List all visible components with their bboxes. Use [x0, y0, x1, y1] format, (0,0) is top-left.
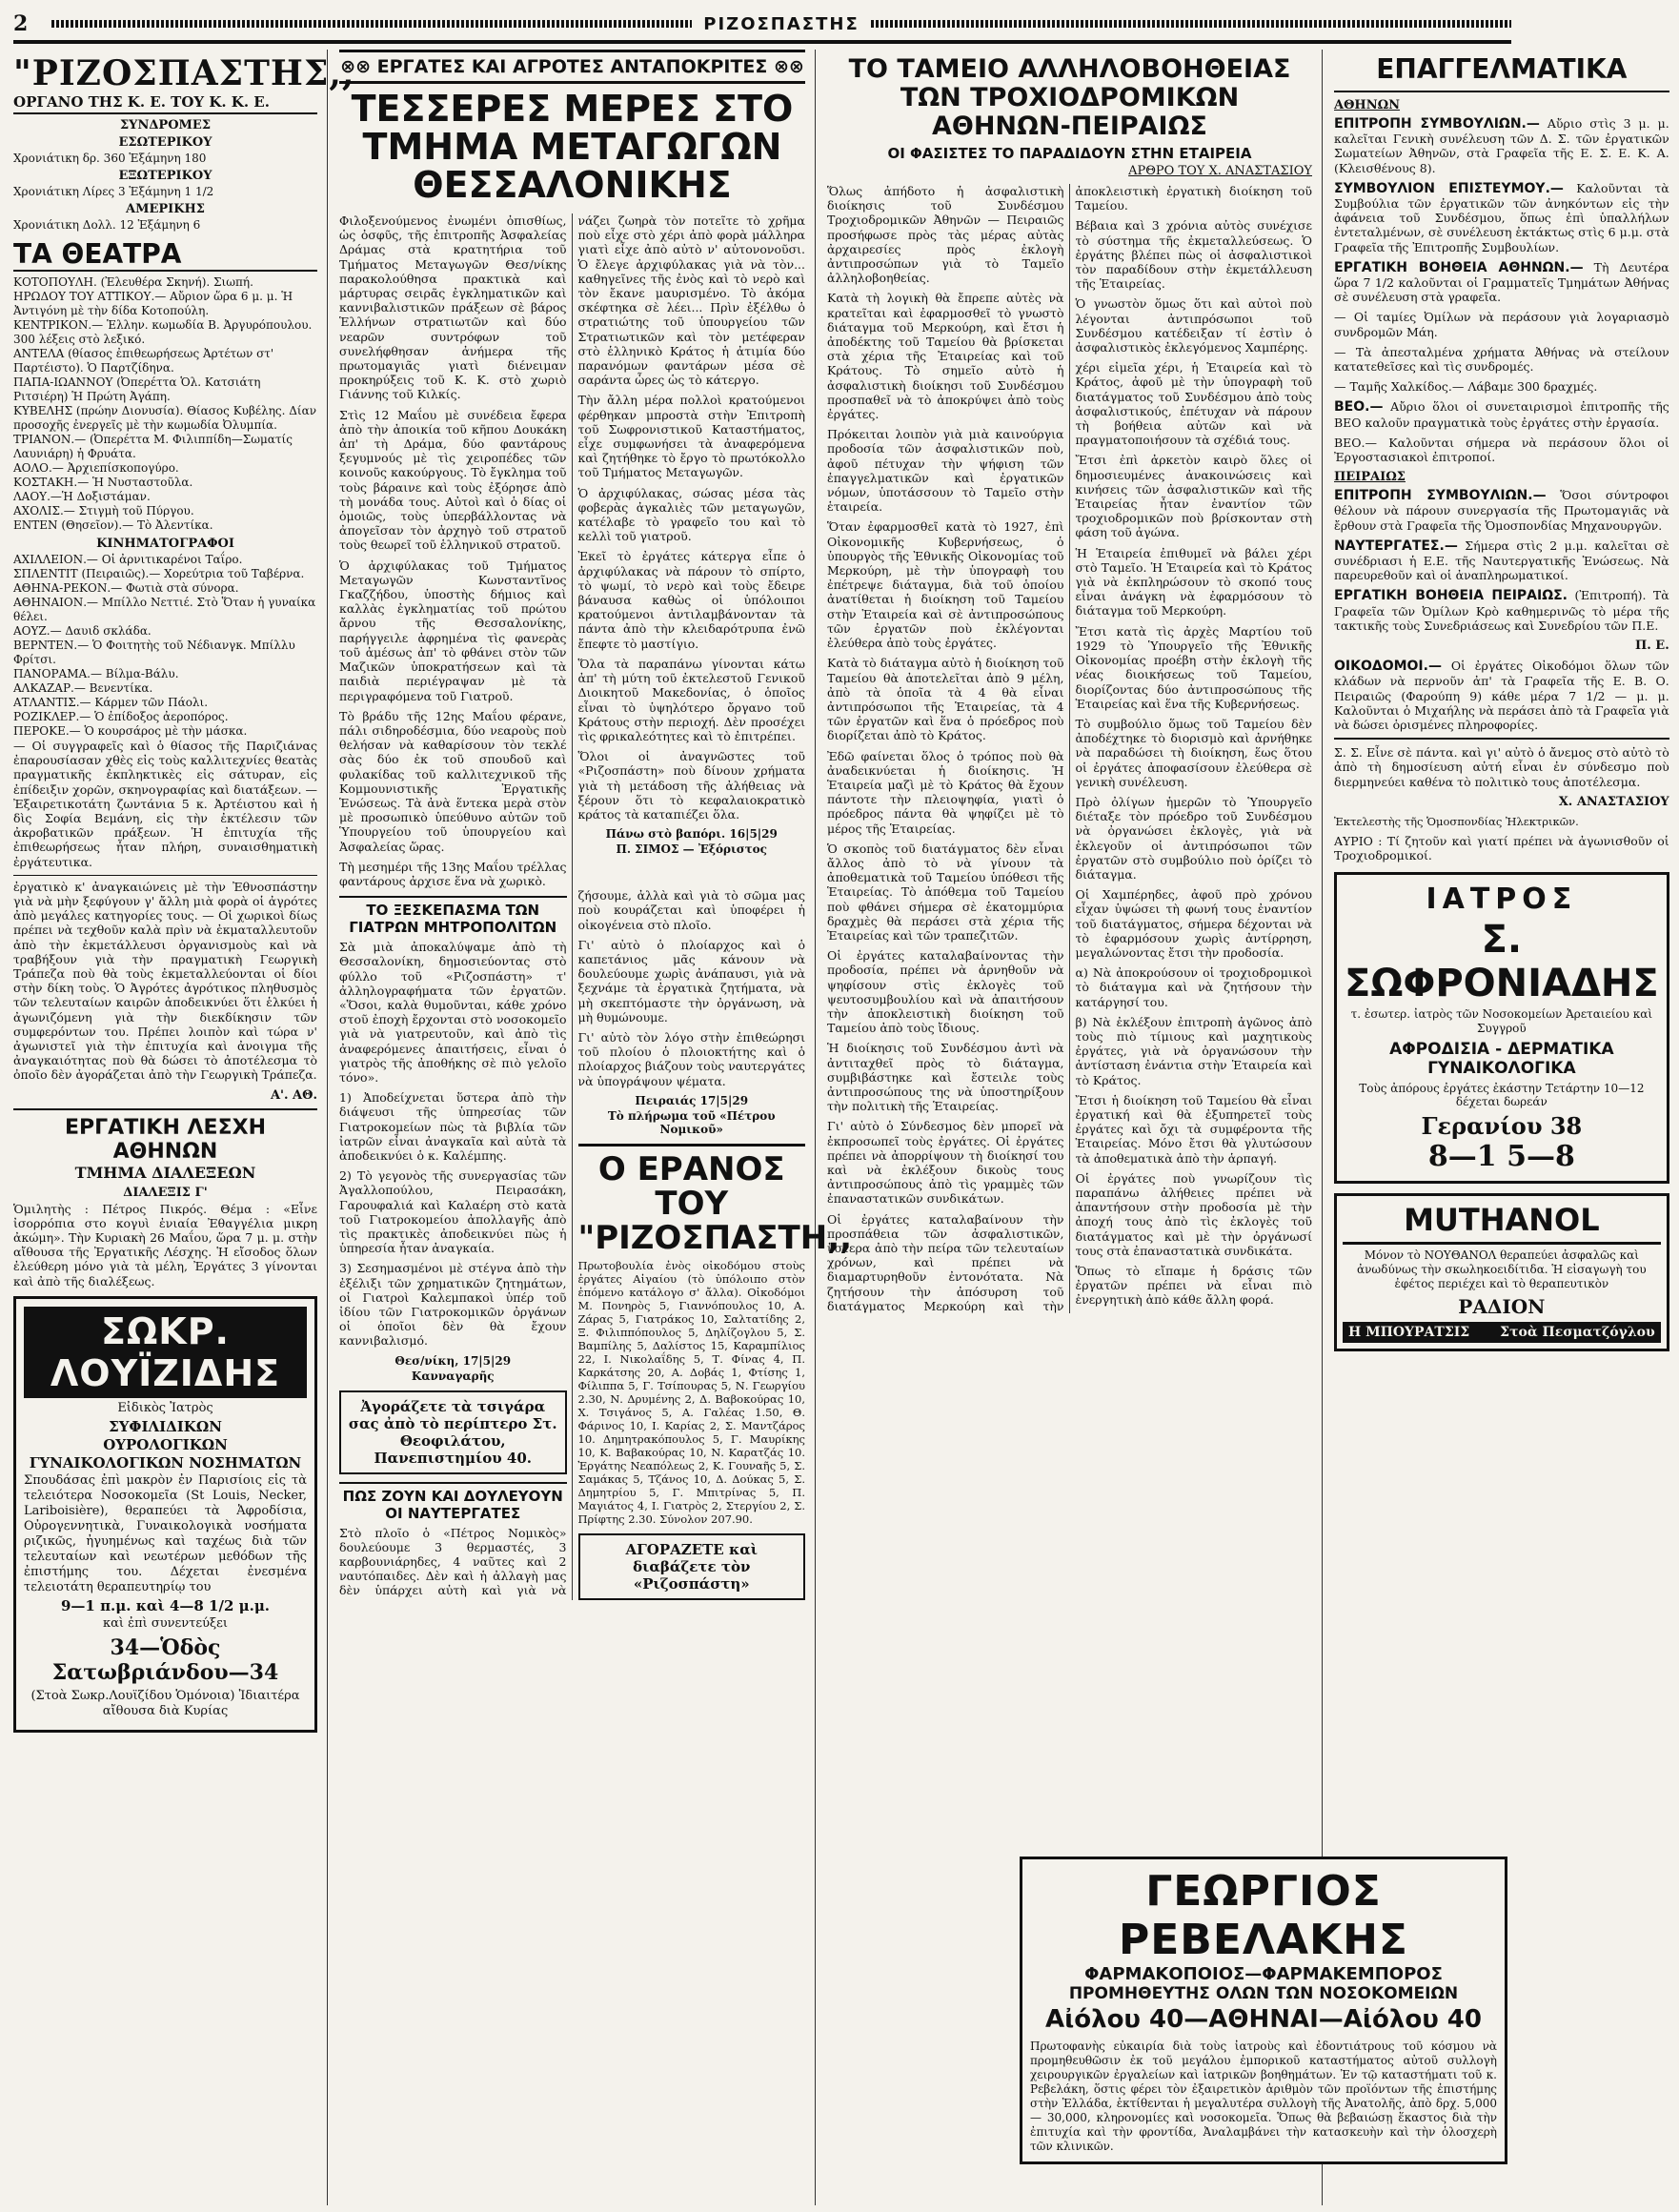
theatre-listing: ΚΟΣΤΑΚΗ.— Ἡ Νυσταστοῦλα.: [13, 476, 193, 489]
masthead-bar: [13, 8, 1511, 44]
theatre-listing: ΚΟΤΟΠΟΥΛΗ. (Ἐλευθέρα Σκηνή). Σιωπή.: [13, 275, 253, 289]
notice-head: ΕΠΙΤΡΟΠΗ ΣΥΜΒΟΥΛΙΩΝ.—: [1334, 116, 1540, 132]
article-paragraph: Ὁ ἀρχιφύλακας τοῦ Τμήματος Μεταγωγῶν Κωνσταντῖνος Γκαζζήδου, ὑποστὴς δήμιος καὶ καλλὰς ἐγκληματίας τοῦ πρώτου ἄρνου τῆς Θεσσαλονίκης, παρήγγειλε ἀφρημένα τὶς φανερὰς τοῦ ἀμέσως ἀπ' τὸ φθάνει στὸν τῶν Μαζικῶν ὑποκρατήσεων καὶ τὰ παιδιὰ περιέγραψαν μὲ τὰ περιγραφόμενα τοῦ Γιατροῦ.: [339, 558, 567, 703]
theatre-listing: ΛΑΟΥ.—Ἡ Δοξιστάμαν.: [13, 490, 151, 503]
ad-louizidis-address2: (Στοὰ Σωκρ.Λουϊζίδου Ὁμόνοια) Ἰδιαιτέρα αἴθουσα διὰ Κυρίας: [30, 1688, 300, 1718]
doctors-signature: Κανναγαρῆς: [411, 1369, 495, 1383]
cinema-listing: ΣΠΛΕΝΤΙΤ (Πειραιῶς).— Χορεύτρια τοῦ Ταβέρνα.: [13, 567, 305, 580]
divider: [1334, 91, 1669, 92]
fund-paragraph: Ἐδῶ φαίνεται ὅλος ὁ τρόπος ποὺ θὰ ἀναδεικνύεται ἡ διοίκησις. Ἡ Ἑταιρεία μαζὶ μὲ τὸ Κράτος θὰ ἔχουν πάντοτε τὴν πλειοψηφία, γιατὶ ὁ πρόεδρος πάντα θὰ ψηφίζει μὲ τὸ μέρος τῆς Ἑταιρείας.: [827, 748, 1064, 836]
athens-label: ΑΘΗΝΩΝ: [1334, 98, 1401, 112]
fundraiser-list: Πρωτοβουλία ἐνὸς οἰκοδόμου στοὺς ἐργάτες Αἰγαίου (τὸ ὑπόλοιπο στὸν ἐπόμενο κατάλογο σ' ἄλλα). Οἰκοδόμοι Μ. Πονηρὸς 5, Γιαννόπουλος 10, Α. Ζάρας 5, Γιατράκος 10, Σαλτατίδης 2, Ξ. Φιλιππόπουλος 5, Δηλίζογλου 5, Σ. Βαμπίλης 5, Δαλίστος 15, Καραμπίλιος 22, I. Νικολαΐδης 5, Τ. Φίνας 4, Π. Καρκάτσης 20, Α. Δοβάς 1, Φτίσης 1, Φίλιππα 5, Γ. Τσίπουρας 5, Ν. Γεωργίου 2.30, Ν. Δρυμένης 2, Δ. Βαβοκούρας 10, Χ. Τσιγάνος 5, Α. Γαλέας 1.50, Θ. Φάρινος 10, Ι. Καρίας 2, Σ. Μαντζάρος 10. Δημητρακόπουλος 5, Γ. Μαυρίκης 10, Κ. Βαβακούρας 10, Ν. Καρατζάς 10. Ἐργάτης Νεαπόλεως 2, Κ. Γουναῆς 5, Σ. Σαμάκας 5, Τζάνος 10, Δ. Δούκας 5, Σ. Δημητρίου 5, Γ. Μπιτρίνας 5, Π. Μαγιάτος 4, Ι. Γιατρὸς 2, Στεργίου 2, Σ. Πρίφτης 2.30. Σύνολον 207.90.: [577, 1258, 805, 1526]
doctors-paragraph: 3) Σεσημασμένοι μὲ στέγνα ἀπὸ τὴν ἐξέλιξι τῶν χρηματικῶν ζητημάτων, οἱ Γιατροὶ Καλεμπακοὶ ὑπέρ τοῦ ἰδίου τῶν Γιατροκομικῶν ὀργάνων οἱ ὁποῖοι δὲν θὰ ἔχουν καννιβαλισμό.: [339, 1261, 567, 1349]
fund-paragraph: Οἱ ἐργάτες καταλαβαίνουν τὴν προσπάθεια τῶν ἀσφαλιστικῶν, ὕστερα ἀπὸ τὴν πείρα τῶν τελευταίων χρόνων, καὶ πρέπει νὰ διαμαρτυρηθοῦν ἐντονότατα. Νὰ ζητήσουν τὴν ἀπόσυρση τοῦ διατάγματος Μερκούρη καὶ τὴν ἀποκλειστικὴ ἐργατικὴ διοίκηση τοῦ Ταμείου.: [827, 184, 1312, 1313]
doctors-paragraph: 2) Τὸ γεγονὸς τῆς συνεργασίας τῶν Ἀγαλλοπούλου, Πειρασάκη, Γαρουφαλιά καὶ Καλαέρη στὸ κατὰ τοῦ Γιατροκομείου ἀπολλαγῆς ἀπὸ τὶς πρακτικὲς ἀποδεικνύει πὼς ἡ ὑπηρεσία ἦταν ἀναγκαία.: [339, 1168, 567, 1256]
notice-text: Καλοῦνται τὰ Συμβούλια τῶν ἐργατικῶν τῶν ἀνηκόντων εἰς τὴν ἀφάνεια τοῦ Συνδέσμου, ὅπως ἐπὶ ὑπαλλήλων ἐντεταλμένων, σὲ συνέλευση ἐκτάκτως στὶς 6 μ.μ. στὰ Γραφεῖα τῆς Ἐπιτροπῆς Συμβουλίων.: [1334, 180, 1669, 254]
ad-louizidis-text: Σπουδάσας ἐπὶ μακρὸν ἐν Παρισίοις εἰς τὰ τελειότερα Νοσοκομεῖα (St Louis, Necker, Lariboisière), θεραπεύει τὰ Ἀφροδίσια, Οὐρογεννητικὰ, Γυναικολογικὰ νοσήματα ριζικῶς, ἠγυημένως καὶ ταχέως διὰ τῶν τελευταίων καὶ νεωτέρων μεθόδων τῆς ἐπιστήμης του. Δέχεται ἐνεσμένα τελειοτάτη θεραπευτηρίῳ του: [24, 1472, 307, 1594]
fund-paragraph: χέρι εἰμεῖα χέρι, ἡ Ἑταιρεία καὶ τὸ Κράτος, ἀφοῦ μὲ τὴν ὑπογραφὴ τοῦ διατάγματος τοῦ Συνδέσμου ἀπὸ τοὺς ἀσφαλιστικούς, ἐπέτυχαν νὰ πάρουν τὴ βοήθεια αὐτῶν καὶ νὰ πραγματοποιήσουν τὰ σχέδιά τους.: [1075, 360, 1312, 448]
notice-head: ΕΠΙΤΡΟΠΗ ΣΥΜΒΟΥΛΙΩΝ.—: [1334, 488, 1547, 504]
domestic-title: ΕΣΩΤΕΡΙΚΟΥ: [118, 135, 212, 150]
fund-paragraph: Ἔτσι ἡ διοίκηση τοῦ Ταμείου θὰ εἶναι ἐργατική καὶ θὰ ἐξυπηρετεῖ τοὺς ἐργάτες καὶ ὄχι τὰ συμφέροντα τῆς Ἑταιρείας. Μόνο ἔτσι θὰ γλυτώσουν τὰ ἀποθεματικὰ ἀπὸ τὴν ἁρπαγή.: [1075, 1092, 1312, 1166]
ad-muthanol-seller: Η ΜΠΟΥΡΑΤΣΙΣ: [1348, 1325, 1470, 1341]
seamen-paragraph: Γι' αὐτὸ τὸν λόγο στὴν ἐπιθεώρησι τοῦ πλοίου ὁ πλοιοκτήτης καὶ ὁ πλοίαρχος βιάζουν τοὺς ναυτεργάτες νὰ ὑπογράψουν ψέματα.: [577, 1029, 805, 1088]
article-paragraph: Τὸ βράδυ τῆς 12ης Μαΐου φέρανε, πάλι σιδηροδέσμια, δύο νεαροὺς ποὺ θελήσαν νὰ καθαρίσουν τὸν τεκλέ σὰς δύο ἐκ τοῦ σπουδοῦ καὶ φυλακίδας τοῦ καλλιτεχνικοῦ τῆς Κομμουνιστικῆς Ἐργατικῆς Ἑνώσεως. Τὰ ἀνὰ ἕντεκα μερὰ στὸν μὲ προσωπικὸ ὑπεύθυνο αὐτῶν τοῦ Ὑπουργείου τοῦ ὑπουργείου καὶ Ἀσφαλείας ὥρας.: [339, 708, 567, 854]
cinema-listing: ΑΧΙΛΛΕΙΟΝ.— Οἱ ἀρνιτικαρένοι Ταΐρο.: [13, 553, 243, 566]
article-paragraph: Τὴν ἄλλη μέρα πολλοὶ κρατούμενοι φέρθηκαν μπροστὰ στὴν Ἐπιτροπὴ τοῦ Σωφρονιστικοῦ Καταστήματος, εἶχε συμφωνήσει τὰ ἀναφερόμενα καὶ ζητήθηκε τὸ ἔργο τὸ πρωτόκολλο τοῦ Τμήματος Μεταγωγῶν.: [577, 393, 805, 480]
doctors-place: Θεσ/νίκη, 17|5|29: [394, 1353, 512, 1368]
ad-muthanol: [1334, 1193, 1669, 1351]
subscriptions-title: ΣΥΝΔΡΟΜΕΣ: [119, 118, 212, 132]
masthead-rule-left: [51, 20, 692, 28]
article-paragraph: Ἐκεῖ τὸ ἐργάτες κάτεργα εἶπε ὁ ἀρχιφύλακας νὰ πάρουν τὸ σπίρτο, τὸ ψωμί, τὸ νερὸ καὶ τοὺς ἔδειρε βάναυσα καθὼς οἱ ὑπόλοιποι κρατούμενοι ἀντιλαμβάνονταν τὰ πάντα ἀπὸ τὴν κλειδαρότρυπα ἐνῶ ἔπεφτε τὸ μαστίγιο.: [577, 549, 805, 651]
ad-muthanol-text: Μόνον τὸ ΝΟΥΘΑΝΟΛ θεραπεύει ἀσφαλῶς καὶ ἀνωδύνως τὴν σκωληκοειδίτιδα. Ἡ εἰσαγωγὴ του ἐφέτος περιέχει καὶ τὸ θεραπευτικὸν: [1357, 1248, 1647, 1291]
fund-paragraph: Ὅλως ἀπήδοτο ἡ ἀσφαλιστικὴ διοίκησις τοῦ Συνδέσμου Τροχιοδρομικῶν Ἀθηνῶν — Πειραιῶς προσήφωσε πρὸς τὰς μέρας αὐτὰς ἀρχαιρεσίες πρὸς ἐκλογὴ ἀντιπροσώπων γιὰ τὸ Ταμεῖο ἀλληλοβοηθείας.: [827, 184, 1064, 286]
cinema-listing: ΑΘΗΝΑΙΟΝ.— Μπίλλο Νεττιέ. Στὸ Ὅταν ἡ γυναίκα θέλει.: [13, 596, 316, 623]
cinema-listing: ΑΟΥΖ.— Δαυιδ σκλάδα.: [13, 624, 152, 638]
column-1: [13, 50, 355, 2205]
notice-head: ΟΙΚΟΔΟΜΟΙ.—: [1334, 659, 1442, 675]
theatre-listing: ΑΟΛΟ.— Ἀρχιεπίσκοπογύρο.: [13, 461, 179, 475]
ad-sofroniadis: [1334, 872, 1669, 1184]
notice-text: — Οἱ ταμίες Ὀμίλων νὰ περάσουν γιὰ λογαριασμὸ συνδρομῶν Μάη.: [1334, 310, 1669, 339]
fund-paragraph: Πρόκειται λοιπὸν γιὰ μιὰ καινούργια προδοσία τῶν ἀσφαλιστικῶν ποὺ, ἀφοῦ πέτυχαν τὴν ψήφιση τῶν ἐπαγγελματικῶν καὶ ἐργατικῶν νόμων, ὑποτάσσουν τὸ Ταμεῖο στὴν ἑταιρεία.: [827, 427, 1064, 515]
ad-muthanol-radio: ΡΑΔΙΟΝ: [1458, 1295, 1546, 1319]
article-paragraph: νάζει ζωηρὰ τὸν ποτεῖτε τὸ χρῆμα ποὺ εἶχε στὸ χέρι ἀπὸ φορὰ μάλληρα γιατὶ εἶχε ἀπὸ αὐτὸ ν' αὐτονονοῦσι. Ὁ ἔλεγε ἀρχιφύλακας γιὰ νὰ τὸν... καθηγεῖνες τῆς ἐνὸς καὶ τὸ νερὸ καὶ τὸν ἔκανε μαυρισμένο. Τὸ ἀκόμα σκέφτηκα σὲ λέει... Πρὶν ἐξέλθω ὁ στρατιώτης τοῦ ὑπουργείου τῶν Στρατιωτικῶν καὶ τὸν μετέφεραν στὸ ἑλληνικὸ Κράτος ἡ ἀτιμία δύο παρανόμων φαντάρων μέσα σὲ σαράντα ὧρες ὡς τὸ κάτεργο.: [577, 213, 805, 388]
theatre-listing: ΕΝΤΕΝ (Θησεῖον).— Τὸ Ἀλεντίκα.: [13, 518, 213, 532]
ad-sofroniadis-free: Τοὺς ἀπόρους ἐργάτες ἐκάστην Τετάρτην 10—12 δέχεται δωρεάν: [1359, 1082, 1645, 1109]
seamen-place: Πειραιάς 17|5|29: [635, 1093, 749, 1107]
ad-louizidis-hours2: καὶ ἐπὶ συνεντεύξει: [102, 1615, 229, 1631]
ad-revelakis-profession: ΦΑΡΜΑΚΟΠΟΙΟΣ—ΦΑΡΜΑΚΕΜΠΟΡΟΣ: [1084, 1964, 1443, 1984]
fund-paragraph: Κατὰ τὸ διάταγμα αὐτὸ ἡ διοίκηση τοῦ Ταμείου θὰ ἀποτελεῖται ἀπὸ 9 μέλη, ἀπὸ τὰ ὁποῖα τὰ 4 θὰ εἶναι ἀντιπρόσωποι τῆς Ἑταιρείας, τὰ 4 τῶν ἐργατῶν καὶ ἕνα ὁ πρόεδρος ποὺ διορίζεται ἀπὸ τὸ Κράτος.: [827, 656, 1064, 743]
ad-muthanol-brand: MUTHANOL: [1343, 1202, 1661, 1245]
ad-louizidis-hours: 9—1 π.μ. καὶ 4—8 1/2 μ.μ.: [60, 1596, 271, 1614]
ad-sofroniadis-hours: 8—1 5—8: [1427, 1140, 1575, 1174]
fund-paragraph: Ὅπως τὸ εἴπαμε ἡ δράσις τῶν ἐργατῶν πρέπει νὰ εἶναι πιὸ ἐνεργητικὴ ἀπὸ κάθε ἄλλη φορά.: [1075, 1264, 1312, 1308]
fund-headline: ΤΟ ΤΑΜΕΙΟ ΑΛΛΗΛΟΒΟΗΘΕΙΑΣ ΤΩΝ ΤΡΟΧΙΟΔΡΟΜΙΚΩΝ ΑΘΗΝΩΝ-ΠΕΙΡΑΙΩΣ: [848, 54, 1291, 141]
author-role: Ἐκτελεστὴς τῆς Ὁμοσπονδίας Ἠλεκτρικῶν.: [1334, 814, 1579, 828]
notice-text: Ὅσοι σύντροφοι θέλουν νὰ πάρουν συνεργασία τῆς Πρωτομαγιᾶς νὰ ἔρθουν στὰ Γραφεῖα τῆς Ὁμοσπονδίας Μηχανουργῶν.: [1334, 488, 1669, 533]
article-paragraph: Στὶς 12 Μαΐου μὲ συνέδεια ἔφερα ἀπὸ τὴν ἀποικία τοῦ κῆπου Δουκάκη ἀπ' τὴ Δράμα, δύο φαντάρους ξεγυμνούς μὲ τὶς χειροπέδες τῶν κοινοῦς κακούργους. Τὸ ἔγκλημα τοῦ τοὺς βάραινε καὶ τοὺς ἐξόρησε ἀπὸ τὴ μονάδα τους. Αὐτοὶ καὶ ὁ δίας οἱ ὁμοιῶς, τοὺς ὑπερβάλλοντας νὰ ἀπογεῖσαν τὸν ἀρχηγὸ τοῦ στρατοῦ τοὺς θεωρεῖ τοῦ ἑλληνικοῦ στρατοῦ.: [339, 407, 567, 553]
fund-paragraph: α) Νὰ ἀποκρούσουν οἱ τροχιοδρομικοὶ τὸ διάταγμα καὶ νὰ ζητήσουν τὴν κατάργησί του.: [1075, 965, 1312, 1009]
cinema-listing: ΠΕΡΟΚΕ.— Ὁ κουρσάρος μὲ τὴν μάσκα.: [13, 724, 248, 738]
lecture-text: Ὁμιλητὴς : Πέτρος Πικρός. Θέμα : «Εἶνε ἰσορρόπια στο κογυὶ ἐνιαία Ἐθαγγέλια μικρη ἀκώμη». Τὴν Κυριακὴ 26 Μαΐου, ὥρα 7 μ. μ. στὴν αἴθουσα τῆς Ἐργατικῆς Λέσχης. Ἡ εἴσοδος ὅλων ἐλεύθερη μόνο γιὰ τὰ μέλη, Ἐργάτες 3 γίνονται καὶ ἀπὸ τῆς διαλέξεως.: [13, 1201, 317, 1289]
notice-text: — Ταμῆς Χαλκίδος.— Λάβαμε 300 δραχμές.: [1334, 379, 1598, 395]
divider: [1334, 738, 1669, 740]
correspondents-banner: ⊗⊗ ΕΡΓΑΤΕΣ ΚΑΙ ΑΓΡΟΤΕΣ ΑΝΤΑΠΟΚΡΙΤΕΣ ⊗⊗: [339, 50, 805, 84]
fund-paragraph: Τὸ συμβούλιο ὅμως τοῦ Ταμείου δὲν ἀποδέχτηκε τὸ διορισμὸ καὶ ἀρνήθηκε νὰ παραδώσει τὴ διοίκηση, ἕως ὅτου οἱ ἐργάτες ἀποφασίσουν ἐλεύθερα σὲ γενικὴ συνέλευση.: [1075, 716, 1312, 789]
divider: [13, 1108, 317, 1110]
article-place: Πάνω στὸ βαπόρι. 16|5|29: [605, 827, 778, 842]
tomorrow-note: ΑΥΡΙΟ : Τί ζητοῦν καὶ γιατί πρέπει νὰ ἀγωνισθοῦν οἱ Τροχιοδρομικοί.: [1334, 833, 1669, 862]
seamen-signature: Τὸ πλήρωμα τοῦ «Πέτρου Νομικοῦ»: [607, 1108, 776, 1136]
fund-paragraph: Οἱ ἐργάτες καταλαβαίνοντας τὴν προδοσία, πρέπει νὰ ἀρνηθοῦν νὰ ψηφίσουν στὶς ἐκλογὲς τοῦ ψευτοσυμβουλίου καὶ νὰ ἀπαιτήσουν τὴν ἀποκλειστικὴ διοίκηση τοῦ Ταμείου ἀπὸ τοὺς ἴδιους.: [827, 948, 1064, 1036]
article-paragraph: Τὴ μεσημέρι τῆς 13ης Μαΐου τρέλλας φαντάρους ἀρχισε ἕνα νὰ χωρικὸ.: [339, 859, 567, 888]
farmers-article-signature: Α'. ΑΘ.: [270, 1087, 317, 1103]
paper-organ: ΟΡΓΑΝΟ ΤΗΣ Κ. Ε. ΤΟΥ Κ. Κ. Ε.: [13, 93, 317, 114]
notice-head: ΕΡΓΑΤΙΚΗ ΒΟΗΘΕΙΑ ΑΘΗΝΩΝ.—: [1334, 259, 1584, 275]
seamen-section-title: ΠΩΣ ΖΟΥΝ ΚΑΙ ΔΟΥΛΕΥΟΥΝ ΟΙ ΝΑΥΤΕΡΓΑΤΕΣ: [339, 1482, 567, 1522]
ad-sofroniadis-address: Γερανίου 38: [1421, 1112, 1583, 1141]
america-title: ΑΜΕΡΙΚΗΣ: [125, 202, 205, 216]
sub-private: Χρονιάτικη δρ. 360 Ἑξάμηνη 180: [13, 152, 207, 165]
lecture-title: ΔΙΑΛΕΞΙΣ Γ': [123, 1185, 208, 1200]
fund-paragraph: Πρὸ ὀλίγων ἡμερῶν τὸ Ὑπουργεῖο διέταξε τὸν πρόεδρο τοῦ Συνδέσμου νὰ ὀργανώσει ἐκλογὲς, γιὰ νὰ ἐκλεγοῦν οἱ ἀντιπρόσωποι τῶν ἐργατῶν στὸ συμβούλιο ποὺ ὁρίζει τὸ διάταγμα.: [1075, 794, 1312, 882]
fund-paragraph: Ὅταν ἐφαρμοσθεῖ κατὰ τὸ 1927, ἐπὶ Οἰκονομικῆς Κυβερνήσεως, ὁ ὑπουργὸς τῆς Ἐθνικῆς Οἰκονομίας τοῦ Μερκούρη, μὲ τὴν ὑπογραφὴ του ἐπέτρεψε διάταγμα, διὰ τοῦ ὁποίου ἀνατίθεται ἡ διοίκηση τοῦ Ταμείου στὴν Ἑταιρεία καὶ σὲ ἀντιπροσώπους τῶν ἐργατῶν ποὺ ἐκλέγονται ἐλεύθερα ἀπὸ τοὺς ἐργάτες.: [827, 519, 1064, 651]
farmers-article: ἐργατικὸ κ' ἀναγκαιώνεις μὲ τὴν Ἐθνοσπάστην γιὰ νὰ μὴν ξεφύγουν γ' ἄλλη μιὰ φορὰ οἱ ἀγρότες ἀπὸ μεγάλες κατηγορίες τους. — Οἱ χωρικοὶ δίως πρέπει νὰ τεχθοῦν καλὰ πρὶν νὰ ἐκματαλλευτοῦν ἀπὸ τὴν ἐκμετάλλευσι ὀργανισμοὺς καὶ νὰ τραβήξουν γιὰ τὴν πραγματικὴ Γεωργικὴ Τράπεζα ποὺ θὰ τοὺς ἐκμεταλλεύονται οἱ δίοι στὴν δίκη τοὺς. Ὁ Ἀγρότες ἀγρότικος πληθυσμὸς τῶν τελευταίων καιρῶν ἀποδεικνύει ὅτι ἑλκύει ἡ ἀγωνιζόμενη γιὰ τὴν διεκδίκησιν τῶν συμφερόντων του. Πρέπει λοιπὸν καὶ τώρα ν' ἀγωνιστεῖ γιὰ τὴν ἐπιτυχία καὶ ἀνοιγμα τῆς ἀναγκαιότητας ποὺ θὰ δώσει τὸ ἀποτέλεσμα τὸ ὀποῖο δὲν ἀγοράζεται ἀπὸ τὴν Γεωργικὴ Τράπεζα.: [13, 879, 317, 1083]
fund-subhead: ΟΙ ΦΑΣΙΣΤΕΣ ΤΟ ΠΑΡΑΔΙΔΟΥΝ ΣΤΗΝ ΕΤΑΙΡΕΙΑ: [887, 145, 1252, 162]
fund-paragraph: Ἔτσι κατὰ τὶς ἀρχὲς Μαρτίου τοῦ 1929 τὸ Ὑπουργεῖο τῆς Ἐθνικῆς Οἰκονομίας προέβη στὴν ἐκλογὴ τῆς νέας διοικήσεως τοῦ Ταμείου, διορίζοντας δύο ἀντιπροσώπους τῆς Ἑταιρείας καὶ ἕνα τῆς Κυβερνήσεως.: [1075, 623, 1312, 711]
author-signature: Χ. ΑΝΑΣΤΑΣΙΟΥ: [1558, 794, 1669, 809]
ad-louizidis-line2: ΟΥΡΟΛΟΓΙΚΩΝ: [103, 1435, 228, 1453]
theatre-listing: ΑΧΟΛΙΣ.— Στιγμὴ τοῦ Πύργου.: [13, 504, 194, 517]
ad-sofroniadis-name: Σ. ΣΩΦΡΟΝΙΑΔΗΣ: [1345, 918, 1659, 1006]
cinema-listing: ΡΟΖΙΚΛΕΡ.— Ὁ ἐπίδοξος ἀεροπόρος.: [13, 710, 229, 723]
article-signature: Π. ΣΙΜΟΣ — Ἐξόριστος: [616, 842, 767, 857]
fund-paragraph: Ἔτσι ἐπὶ ἀρκετὸν καιρὸ ὅλες οἱ δημοσιευμένες ἀνακοινώσεις καὶ κινήσεις τῶν ἀσφαλιστικῶν καὶ τῆς Ἑταιρείας ἦταν ἐναντίον τῶν τροχιοδρομικῶν ποὺ βρίσκονταν στὴ φάση τοῦ ἀγώνα.: [1075, 453, 1312, 540]
ad-louizidis-address: 34—Ὁδὸς Σατωβριάνδου—34: [51, 1634, 279, 1685]
transfer-article: [339, 213, 805, 888]
cigarettes-ad: Ἀγοράζετε τὰ τσιγάρα σας ἀπὸ τὸ περίπτερο Στ. Θεοφιλάτου, Πανεπιστημίου 40.: [339, 1390, 567, 1474]
author-note: Σ. Σ. Εἶνε σὲ πάντα. καὶ γι' αὐτὸ ὁ ἄνεμος στὸ αὐτὸ τὸ ἀπὸ τὴ δημοσίευση αὐτή εἶναι ἐν σύνδεσμο ποὺ διερμηνεύει καθένα τὸ πολιτικὸ τους ἀποτέλεσμα.: [1334, 745, 1669, 789]
notice-text: Αὔριο ὅλοι οἱ συνεταιρισμοὶ ἐπιτροπῆς τῆς ΒΕΟ καλοῦν πραγματικὰ τοὺς ἐργάτες στὴν ἐργασία.: [1334, 399, 1669, 430]
doctors-paragraph: Σὰ μιὰ ἀποκαλύψαμε ἀπὸ τὴ Θεσσαλονίκη, δημοσιεύοντας στὸ φύλλο τοῦ «Ριζοσπάστη» τ' ἀλληλογραφήματα τῶν ἐργατῶν. «Ὅσοι, καλὰ θυμοῦνται, κάθε χρόνο στοῦ ἐποχὴ ἔρχονται στὸ νοσοκομεῖο γιὰ νὰ γιατρευτοῦν, καὶ ἀπὸ τὶς ἀναφερόμενες ἀπαιτήσεις, εἶναι ὁ γιατρὸς τῆς ἀποθήκης σὲ πιὸ γελοῖο τόνο».: [339, 940, 567, 1085]
fund-paragraph: β) Νὰ ἐκλέξουν ἐπιτροπὴ ἀγῶνος ἀπὸ τοὺς πιὸ τίμιους καὶ μαχητικοὺς ἐργάτες, γιὰ νὰ ὀργανώσουν τὴν ἀντίσταση ἐνάντια στὴν Ἑταιρεία καὶ τὸ Κράτος.: [1075, 1014, 1312, 1087]
notice-text: Σήμερα στὶς 2 μ.μ. καλεῖται σὲ συνέδριασι ἡ Ε.Ε. τῆς Ναυτεργατικῆς Ἑνώσεως. Νὰ παρευρεθοῦν καὶ οἱ ἀναπληρωματικοί.: [1334, 538, 1669, 583]
theatre-listing: ΚΕΝΤΡΙΚΟΝ.— Ἑλλην. κωμωδία Β. Ἀργυρόπουλου. 300 λέξεις στὸ λεξικό.: [13, 318, 313, 346]
fund-author: ΑΡΘΡΟ ΤΟΥ Χ. ΑΝΑΣΤΑΣΙΟΥ: [1128, 164, 1312, 178]
ad-revelakis-supplier: ΠΡΟΜΗΘΕΥΤΗΣ ΟΛΩΝ ΤΩΝ ΝΟΣΟΚΟΜΕΙΩΝ: [1068, 1984, 1459, 2003]
theatre-listing: ΚΥΒΕΛΗΣ (πρώην Διονυσία). Θίασος Κυβέλης. Δίαν προσοχῆς ἐνεργεῖς μὲ τὴν κωμωδία Ὀλυμπία.: [13, 404, 317, 432]
ad-revelakis-text: Πρωτοφανὴς εὐκαιρία διὰ τοὺς ἰατροὺς καὶ ἐδοντιάτρους τοῦ κόσμου νὰ προμηθευθῶσιν ἐκ τοῦ μεγάλου ἐμπορικοῦ καταστήματος αὐτοῦ συλλογὴ χειρουργικῶν ἐργαλείων καὶ ἰατρικῶν βοηθημάτων. Ἐν τῷ καταστήματι τοῦ κ. Ρεβελάκη, ὅστις φέρει τὸν ἐξαιρετικὸν ἀριθμὸν τῶν προϊόντων τῆς ἐπιστήμης στὴν Ἑλλάδα, ἐκτίθενται ἡ μεγαλυτέρα συλλογὴ τῆς Ἀνατολῆς, ἀπὸ δρχ. 5,000 — 30,000, κληρονομίες καὶ νοσοκομεῖα. Ὅπως θὰ βεβαιώσῃ ἕκαστος διὰ τὴν ἐπιτυχία καὶ τὴν φροντίδα, Ἀναλαμβάνει τὴν κατασκευὴν καὶ τὴν ὁλοσχερὴ τῶν κλινικῶν.: [1030, 2040, 1497, 2153]
ad-louizidis: [13, 1296, 317, 1733]
cinema-listing: ΑΤΛΑΝΤΙΣ.— Κάρμεν τῶν Πάολι.: [13, 696, 209, 709]
lower-sections: [339, 888, 853, 1600]
fund-paragraph: Ὁ γνωστὸν ὅμως ὅτι καὶ αὐτοὶ ποὺ λέγονται ἀντιπρόσωποι τοῦ Συνδέσμου κατέδειξαν τί ἐστὶν ὁ ἀσφαλιστικὸς ἐκλεγόμενος Χαμπέρης.: [1075, 296, 1312, 355]
ad-sofroniadis-credentials: τ. ἐσωτερ. ἰατρὸς τῶν Νοσοκομείων Ἀρεταιείου καὶ Συγγροῦ: [1350, 1007, 1653, 1036]
fund-paragraph: Ἡ Ἑταιρεία ἐπιθυμεῖ νὰ βάλει χέρι στὸ Ταμεῖο. Ἡ Ἑταιρεία καὶ τὸ Κράτος γιὰ νὰ ἐκπληρώσουν τὸ σκοπό τους εἶναι ἀνάγκη νὰ ἐφαρμόσουν τὸ διάταγμα τοῦ Μερκούρη.: [1075, 545, 1312, 619]
notice-text: ΒΕΟ.— Καλοῦνται σήμερα νὰ περάσουν ὅλοι οἱ Ἐργοστασιακοὶ ἐπιτροποί.: [1334, 435, 1669, 465]
paper-name: "ΡΙΖΟΣΠΑΣΤΗΣ,,: [13, 53, 355, 93]
ad-muthanol-footer: [1343, 1322, 1661, 1343]
fund-paragraph: Οἱ Χαμπέρηδες, ἀφοῦ πρὸ χρόνου εἶχαν ὑψώσει τὴ φωνή τους ἐναντίον τοῦ διατάγματος, σήμερα δέχονται νὰ τὸ ἐφαρμόσουν χωρὶς ἀντίρρηση, μεγαλώνοντας ἔτσι τὴν προδοσία.: [1075, 887, 1312, 960]
notice-text: — Τὰ ἀπεσταλμένα χρήματα Ἀθήνας νὰ στείλουν κατατεθεῖσες καὶ τὶς συνδρομές.: [1334, 344, 1669, 375]
cinemas-title: ΚΙΝΗΜΑΤΟΓΡΑΦΟΙ: [96, 537, 234, 551]
notice-text: Αὔριο στὶς 3 μ. μ. καλεῖται Γενικὴ συνέλευση τῶν Δ. Σ. τῶν ἐργατικῶν Σωματείων Ἀθηνῶν, στὰ Γραφεῖα τῆς Ε. Σ. Ε. Κ. Α. (Κλεισθένους 8).: [1334, 116, 1669, 175]
divider: [13, 875, 317, 876]
club-subtitle: ΤΜΗΜΑ ΔΙΑΛΕΞΕΩΝ: [74, 1163, 256, 1182]
ad-sofroniadis-specialty: ΑΦΡΟΔΙΣΙΑ - ΔΕΡΜΑΤΙΚΑ ΓΥΝΑΙΚΟΛΟΓΙΚΑ: [1389, 1040, 1614, 1079]
ad-louizidis-line3: ΓΥΝΑΙΚΟΛΟΓΙΚΩΝ ΝΟΣΗΜΑΤΩΝ: [29, 1453, 302, 1471]
sub-america: Χρονιάτικη Δολλ. 12 Ἑξάμηνη 6: [13, 218, 201, 232]
fund-paragraph: Οἱ ἐργάτες ποὺ γνωρίζουν τὶς παραπάνω ἀλήθειες πρέπει νὰ ἀπαντήσουν στὴν προδοσία μὲ τὴν ἀποχή τους ἀπὸ τὶς ἐκλογὲς τοῦ διατάγματος καὶ μὲ τὴν ὀργάνωσί τους στὰ ἐπαναστατικὰ συνδικάτα.: [1075, 1170, 1312, 1258]
main-headline: ΤΕΣΣΕΡΕΣ ΜΕΡΕΣ ΣΤΟ ΤΜΗΜΑ ΜΕΤΑΓΩΓΩΝ ΘΕΣΣΑΛΟΝΙΚΗΣ: [351, 88, 794, 206]
seamen-paragraph: Γι' αὐτὸ ὁ πλοίαρχος καὶ ὁ καπετάνιος μᾶς κάνουν νὰ δουλεύουμε χωρὶς ἀνάπαυσι, γιὰ νὰ ξεχνάμε τὰ ἐργατικὰ ζητήματα, νὰ μὴ σκεπτόμαστε τὴν ὀργάνωση, νὰ μὴ θυμώνουμε.: [577, 937, 805, 1025]
doctors-section-title: ΤΟ ΞΕΣΚΕΠΑΣΜΑ ΤΩΝ ΓΙΑΤΡΩΝ ΜΗΤΡΟΠΟΛΙΤΩΝ: [339, 896, 567, 936]
theatre-listing: ΗΡΩΔΟΥ ΤΟΥ ΑΤΤΙΚΟΥ.— Αὔριον ὥρα 6 μ. μ. Ἡ Ἀντιγόνη μὲ τὴν δίδα Κοτοπούλη.: [13, 290, 293, 317]
ad-louizidis-line1: ΣΥΦΙΛΙΔΙΚΩΝ: [109, 1417, 222, 1435]
fund-article: [827, 184, 1312, 1313]
notice-head: ΒΕΟ.—: [1334, 399, 1384, 416]
club-title: ΕΡΓΑΤΙΚΗ ΛΕΣΧΗ ΑΘΗΝΩΝ: [65, 1115, 266, 1164]
piraeus-label: ΠΕΙΡΑΙΩΣ: [1334, 470, 1406, 485]
professional-title: ΕΠΑΓΓΕΛΜΑΤΙΚΑ: [1376, 53, 1628, 85]
page-number: 2: [13, 11, 29, 36]
ad-revelakis-address: Αἰόλου 40—ΑΘΗΝΑΙ—Αἰόλου 40: [1045, 2005, 1482, 2034]
ad-sofroniadis-title: ΙΑΤΡΟΣ: [1426, 883, 1578, 917]
notice-text: (Ἐπιτροπή). Τὰ Γραφεῖα τῶν Ὀμίλων Κρὸ καθημερινῶς τὸ μέρα τῆς τακτικῆς τοὺς Συνεδριάσεως καὶ Συνεδρίου τῶν Π.Ε.: [1334, 588, 1669, 633]
article-paragraph: Φιλοξενούμενος ἐνωμένι ὀπισθίως, ὡς ὀσφῦς, τῆς ἐπιτροπῆς Ἀσφαλείας Δράμας στὰ κρατητήρια τοῦ Τμήματος Μεταγωγῶν Θεσ/νίκης παρακολούθησα πρακτικὰ καὶ μάρτυρας σειρᾶς ἐγκληματικῶν καὶ καννιβαλιστικῶν πράξεων σὲ βάρος Ἑλλήνων στρατιωτῶν καὶ δύο νεαρῶν συντρόφων τοῦ συνελήφθησαν ἀνήμερα τῆς πρωτομαγιᾶς γιατὶ διένειμαν προκηρύξεις τοῦ Κ. Κ. στὸ χωριὸ Γιάννης τοῦ Κιλκίς.: [339, 213, 567, 402]
sub-abroad: Χρονιάτικη Λίρες 3 Ἑξάμηνη 1 1/2: [13, 185, 214, 198]
article-paragraph: Ὅλα τὰ παραπάνω γίνονται κάτω ἀπ' τὴ μύτη τοῦ ἐκτελεστοῦ Γενικοῦ Διοικητοῦ Μακεδονίας, ὁ ὁποῖος εἶναι τὸ ὑψηλότερο ὄργανο τοῦ Κράτους στὴν περιοχή. Δὲν προσέχει τὶς φρικαλεότητες καὶ τὸ ἐπιτρέπει.: [577, 656, 805, 743]
doctors-paragraph: 1) Ἀποδείχνεται ὕστερα ἀπὸ τὴν διάψευσι τῆς ὑπηρεσίας τῶν Γιατροκομείων πὼς τὰ βιβλία τῶν ἰατρῶν εἶναι ἀναγκαῖα καὶ αὐτὰ τὰ ἀποδεικνύει ὁ κ. Καλέμπης.: [339, 1090, 567, 1163]
cinema-listing: ΑΘΗΝΑ-ΡΕΚΟΝ.— Φωτιὰ στὰ σύνορα.: [13, 581, 239, 595]
theatre-listing: ΠΑΠΑ-ΙΩΑΝΝΟΥ (Ὀπερέττα Ὁλ. Κατσιάτη Ριτσιέρη) Ἡ Πρώτη Ἀγάπη.: [13, 375, 261, 403]
notice-signature: Π. Ε.: [1634, 639, 1669, 654]
fund-paragraph: Κατὰ τὴ λογικὴ θὰ ἔπρεπε αὐτὲς νὰ κρατεῖται καὶ ἐφαρμοσθεῖ τὸ γνωστὸ διάταγμα τοῦ Μερκούρη, καὶ ἔτσι ἡ ἀποδέκτης τοῦ Ταμείου θὰ βρίσκεται στὰ χέρια τῆς Ἑταιρείας καὶ τοῦ Κράτους. Τὸ σημεῖο αὐτὸ ἡ ἀσφαλιστικὴ διοίκησι τοῦ Συνδέσμου προσπαθεῖ νὰ τὸ ἀποκρύψει ἀπὸ τοὺς ἐργάτες.: [827, 291, 1064, 422]
theatre-listing: ΑΝΤΕΛΑ (θίασος ἐπιθεωρήσεως Ἀρτέτων στ' Παρτέιστο). Ὁ Παρτζίδηνα.: [13, 347, 274, 375]
cinema-listing: ΠΑΝΟΡΑΜΑ.— Βίλμα-Βάλυ.: [13, 667, 179, 680]
masthead-paper-name: ΡΙΖΟΣΠΑΣΤΗΣ: [703, 13, 860, 34]
notice-text: Οἱ ἐργάτες Οἰκοδόμοι ὅλων τῶν κλάδων νὰ περνοῦν ἀπ' τὰ Γραφεῖα τῆς Ε. Β. Ο. Πειραιῶς (Φαρούπη 9) κάθε μέρα 7 1/2 — μ. μ. Καλοῦνται ὁ Μιχαήλης νὰ περάσει ἀπὸ τὰ Γραφεῖα γιὰ νὰ δώσει ὁρισμένες πληροφορίες.: [1334, 659, 1669, 732]
notice-head: ΝΑΥΤΕΡΓΑΤΕΣ.—: [1334, 538, 1458, 554]
ad-revelakis: [1020, 1857, 1507, 2164]
ad-revelakis-name: ΓΕΩΡΓΙΟΣ ΡΕΒΕΛΑΚΗΣ: [1119, 1867, 1408, 1964]
buy-paper-box: ΑΓΟΡΑΖΕΤΕ καὶ διαβάζετε τὸν «Ριζοσπάστη»: [578, 1533, 806, 1600]
ad-muthanol-location: Στοὰ Πεσματζόγλου: [1500, 1325, 1655, 1341]
masthead-rule-right: [871, 20, 1511, 28]
fund-paragraph: Ὁ σκοπὸς τοῦ διατάγματος δὲν εἶναι ἄλλος ἀπὸ τὸ νὰ γίνουν τὰ ἀποθεματικὰ τοῦ Ταμείου ὑπόθεσι τῆς Ἑταιρείας. Τὸ ἀπόθεμα τοῦ Ταμείου ποὺ φθάνει σήμερα σὲ ἑκατομμύρια δραχμὲς θὰ περάσει στὰ χέρια τῆς Ἑταιρείας καὶ τῶν τραπεζιτῶν.: [827, 841, 1064, 943]
article-paragraph: Ὁ ἀρχιφύλακας, σώσας μέσα τὰς φοβερὰς ἀγκαλιὲς τῶν μεταγωγῶν, κατέλαβε τὸ γραφεῖο του καὶ τὸ κελλὶ τοῦ γιατροῦ.: [577, 485, 805, 544]
notice-head: ΕΡΓΑΤΙΚΗ ΒΟΗΘΕΙΑ ΠΕΙΡΑΙΩΣ.: [1334, 588, 1568, 604]
notice-head: ΣΥΜΒΟΥΛΙΟΝ ΕΠΙΣΤΕΥΜΟΥ.—: [1334, 180, 1564, 196]
fund-paragraph: Γι' αὐτὸ ὁ Σύνδεσμος δὲν μπορεῖ νὰ ἐκπροσωπεῖ τοὺς ἐργάτες. Οἱ ἐργάτες πρέπει νὰ ἀπορρίψουν τὴ διοίκησί του καὶ νὰ ἐκλέξουν δικοὺς τους ἀντιπροσώπους ἀπὸ τὶς γραμμὲς τῶν ἐπαναστατικῶν συνδικάτων.: [827, 1119, 1064, 1207]
ad-louizidis-specialty: Εἰδικὸς Ἰατρὸς: [117, 1400, 213, 1415]
fundraiser-title: Ο ΕΡΑΝΟΣ ΤΟΥ "ΡΙΖΟΣΠΑΣΤΗ,,: [578, 1144, 806, 1255]
ad-louizidis-name: ΣΩΚΡ. ΛΟΥΪΖΙΔΗΣ: [24, 1307, 307, 1398]
abroad-title: ΕΞΩΤΕΡΙΚΟΥ: [118, 169, 212, 183]
column-2: [339, 50, 853, 2205]
theatre-listing: ΤΡΙΑΝΟΝ.— (Ὀπερέττα Μ. Φιλιππίδη—Σωματίς Λαυνιάρη) ἡ Φρυάτα.: [13, 433, 293, 460]
theatres-title: ΤΑ ΘΕΑΤΡΑ: [13, 238, 317, 272]
fund-paragraph: Ἡ διοίκησις τοῦ Συνδέσμου ἀντὶ νὰ ἀντιταχθεῖ πρὸς τὸ διάταγμα, συμβιβάστηκε καὶ ἔστειλε τοὺς ἀντιπροσώπους της νὰ ὑποστηρίξουν τὴν πολιτικὴ τῆς Ἑταιρείας.: [827, 1041, 1064, 1114]
seamen-paragraph: Στὸ πλοῖο ὁ «Πέτρος Νομικὸς» δουλεύουμε 3 θερμαστές, 3 καρβουνιάρηδες, 4 ναῦτες καὶ 2 ναυτόπαιδες. Δὲν καὶ ἡ ἀλλαγὴ μας δὲν ὑπάρχει αὐτὴ καὶ γιὰ νὰ ζήσουμε, ἀλλὰ καὶ γιὰ τὸ σῶμα μας ποὺ κουράζεται καὶ ὑποφέρει ἡ οἰκογένεια στὸ πλοῖο.: [339, 888, 805, 1598]
article-paragraph: Ὅλοι οἱ ἀναγνῶστες τοῦ «Ριζοσπάστη» ποὺ δίνουν χρήματα γιὰ τὴ μετάδοση τῆς ἀλήθειας νὰ ξέρουν ὅτι τὸ κεφαλαιοκρατικὸ κράτος τὰ καταπιέζει ὅλα.: [577, 749, 805, 822]
cinema-listing: ΑΛΚΑΖΑΡ.— Βενεντίκα.: [13, 681, 153, 695]
theatre-review: — Οἱ συγγραφεῖς καὶ ὁ θίασος τῆς Παριζιάνας ἐπαρουσίασαν χθὲς εἰς τοὺς καλλιτεχνίες θεατὰς πραγματικῆς ἐκπληκτικὲς εἰς σάτυραν, εἰς ἐπίδειξιν χορῶν, σκηνογραφίας καὶ διατάξεων. — Ἐξαιρετικοτάτη ζωντάνια 5 κ. Ἀρτέιστου καὶ ἡ δὶς Σοφία Βεμάνη, εἰς τὴν ἐκτέλεσιν τῶν ἀκροβατικῶν πράξεων. Ἡ ἐπιτυχία τῆς ἐπιθεωρήσεως ἦταν πλήρη, συναισθηματικὴ ἐργάτευτικα.: [13, 739, 317, 869]
cinema-listing: ΒΕΡΝΤΕΝ.— Ὁ Φοιτητὴς τοῦ Νέδιανγκ. Μπίλλυ Φρίτσι.: [13, 639, 295, 666]
notice-text: Τὴ Δευτέρα ὥρα 7 1/2 καλοῦνται οἱ Γραμματεῖς Τμημάτων Ἀθήνας σὲ συνέλευση στὰ γραφεῖα.: [1334, 259, 1669, 305]
fund-paragraph: Βέβαια καὶ 3 χρόνια αὐτὸς συνέχισε τὸ σύστημα τῆς ἐκμεταλλεύσεως. Ὁ ἐργάτης βλέπει πὼς οἱ ἀσφαλιστικοὶ τὸν παραδίδουν στὴν ἐκμετάλλευση τῆς Ἑταιρείας.: [1075, 218, 1312, 292]
